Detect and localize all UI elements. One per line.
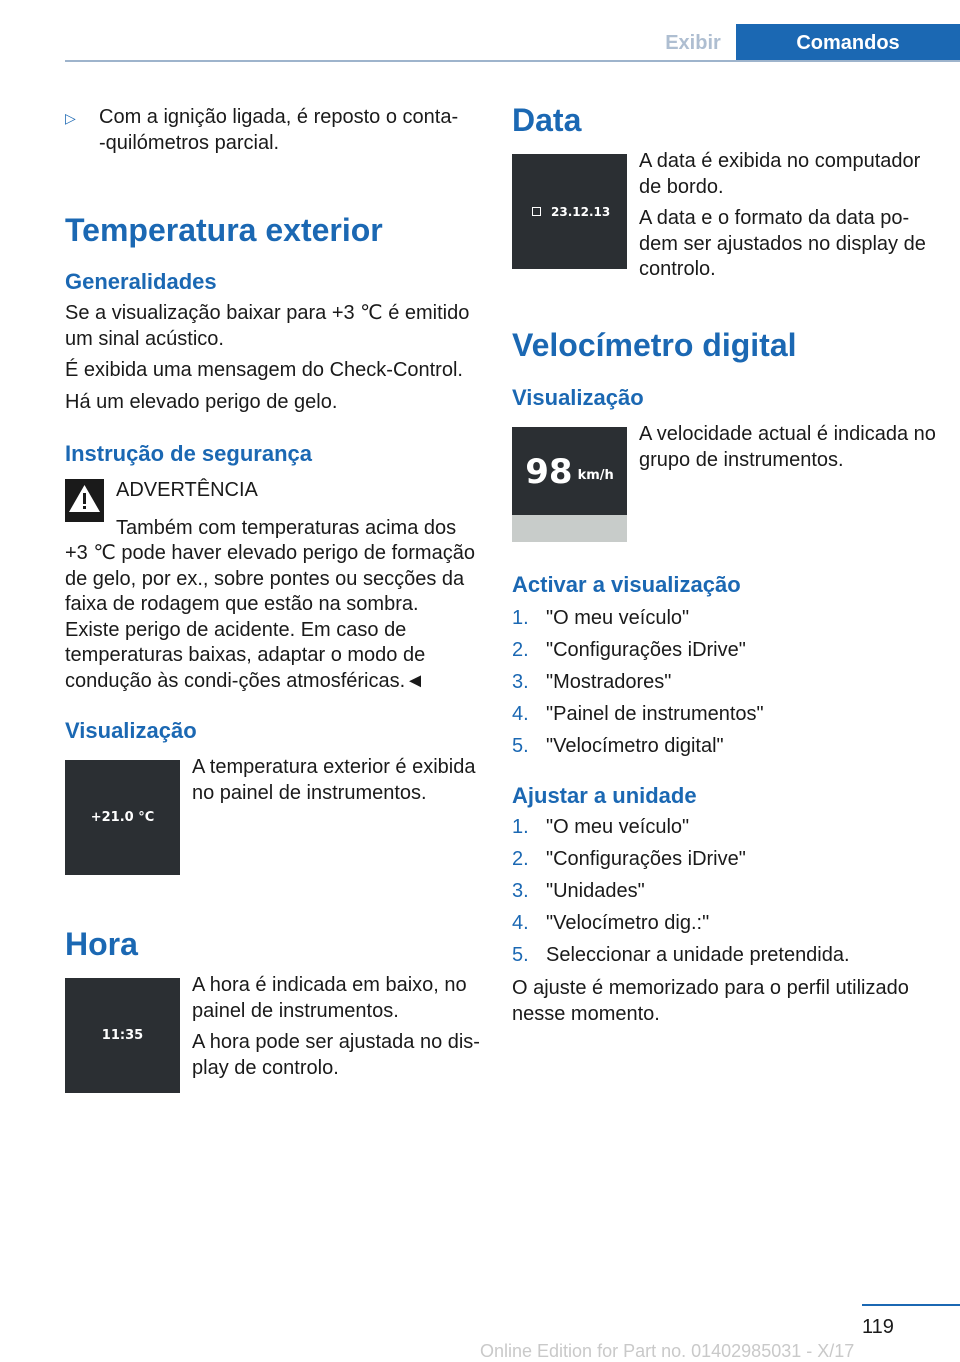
footer-edition: Online Edition for Part no. 01402985031 - X/17 [480,1341,855,1361]
temperature-display-value: +21.0 °C [90,810,155,825]
section-title-hora: Hora [65,926,138,962]
data-p2: A data e o formato da data po‐dem ser ajustados no display de controlo. [639,207,926,280]
heading-visualizacao-speed: Visualização [512,385,644,410]
heading-generalidades: Generalidades [65,269,217,294]
date-display-value: 23.12.13 [551,204,611,219]
warning-text: +3 ℃ pode haver elevado perigo de formação de gelo, por ex., sobre pontes ou secções da faixa de rodagem que estão na sombra. Existe perigo de acidente. Em caso de temperaturas baixas, adaptar o modo de condução às condi‐ções atmosféricas.◄ [65,542,475,692]
step-number: 1. [512,607,529,629]
footer-rule [862,1304,960,1306]
speed-display-image [512,427,627,542]
step-text: "Velocímetro digital" [546,735,724,757]
hora-p2: A hora pode ser ajustada no dis‐play de controlo. [192,1031,480,1079]
bullet-paragraph [99,105,479,156]
speed-unit: km/h [577,467,614,483]
heading-activar: Activar a visualização [512,572,741,597]
time-display-value: 11:35 [101,1028,144,1043]
step-text: "O meu veículo" [546,816,690,838]
generalidades-block [65,301,475,415]
header-rule [65,60,960,62]
list-item [512,602,942,634]
heading-visualizacao-temp: Visualização [65,718,197,743]
time-display-image [65,978,180,1093]
list-item [512,875,942,907]
activar-steps-list [512,602,942,762]
list-item [512,666,942,698]
step-number: 1. [512,816,529,838]
step-number: 5. [512,735,529,757]
bullet-line-2: -quilómetros parcial. [99,131,280,154]
bullet-line-1: Com a ignição ligada, é reposto o conta‐ [99,106,459,128]
heading-ajustar: Ajustar a unidade [512,783,697,808]
data-block [639,149,939,283]
step-text: "Velocímetro dig.:" [546,912,710,934]
step-text: "Painel de instrumentos" [546,703,764,725]
date-display-image [512,154,627,269]
temperature-text: A temperatura exterior é exibida no painel de instrumentos. [192,756,476,804]
list-item [512,730,942,762]
step-text: "Configurações iDrive" [546,639,746,661]
list-item [512,939,942,971]
calendar-icon [532,207,541,216]
step-number: 4. [512,912,529,934]
tab-comandos[interactable]: Comandos [736,24,960,62]
display-lower-panel [512,515,627,542]
generalidades-p2: É exibida uma mensagem do Check-Control. [65,359,463,381]
step-text: "Configurações iDrive" [546,848,746,870]
step-number: 2. [512,848,529,870]
step-number: 3. [512,880,529,902]
generalidades-p1: Se a visualização baixar para +3 ℃ é emitido um sinal acústico. [65,302,470,350]
step-text: "Unidades" [546,880,645,902]
section-title-velocimetro: Velocímetro digital [512,327,797,363]
data-p1: A data é exibida no computador de bordo. [639,150,921,198]
warning-line-1: Também com temperaturas acima dos [116,517,457,539]
step-number: 2. [512,639,529,661]
speed-value: 98 [525,452,573,492]
list-item [512,843,942,875]
triangle-bullet-icon: ▷ [65,110,76,126]
warning-icon [65,479,104,522]
warning-label: ADVERTÊNCIA [116,479,258,501]
list-item [512,907,942,939]
ajustar-note: O ajuste é memorizado para o perfil utilizado nesse momento. [512,977,909,1025]
ajustar-steps-list [512,811,942,971]
list-item [512,811,942,843]
list-item [512,634,942,666]
hora-p1: A hora é indicada em baixo, no painel de instrumentos. [192,974,467,1022]
section-title-data: Data [512,102,582,138]
section-title-temperatura: Temperatura exterior [65,212,383,248]
step-number: 5. [512,944,529,966]
heading-seguranca: Instrução de segurança [65,441,312,466]
velocimetro-text: A velocidade actual é indicada no grupo de instrumentos. [639,423,936,471]
step-number: 3. [512,671,529,693]
hora-block [192,973,482,1081]
temperature-display-image [65,760,180,875]
step-number: 4. [512,703,529,725]
step-text: Seleccionar a unidade pretendida. [546,944,850,966]
generalidades-p3: Há um elevado perigo de gelo. [65,390,338,413]
tab-exibir[interactable]: Exibir [665,31,721,54]
step-text: "Mostradores" [546,671,672,693]
page-number: 119 [862,1316,894,1338]
step-text: "O meu veículo" [546,607,690,629]
list-item [512,698,942,730]
